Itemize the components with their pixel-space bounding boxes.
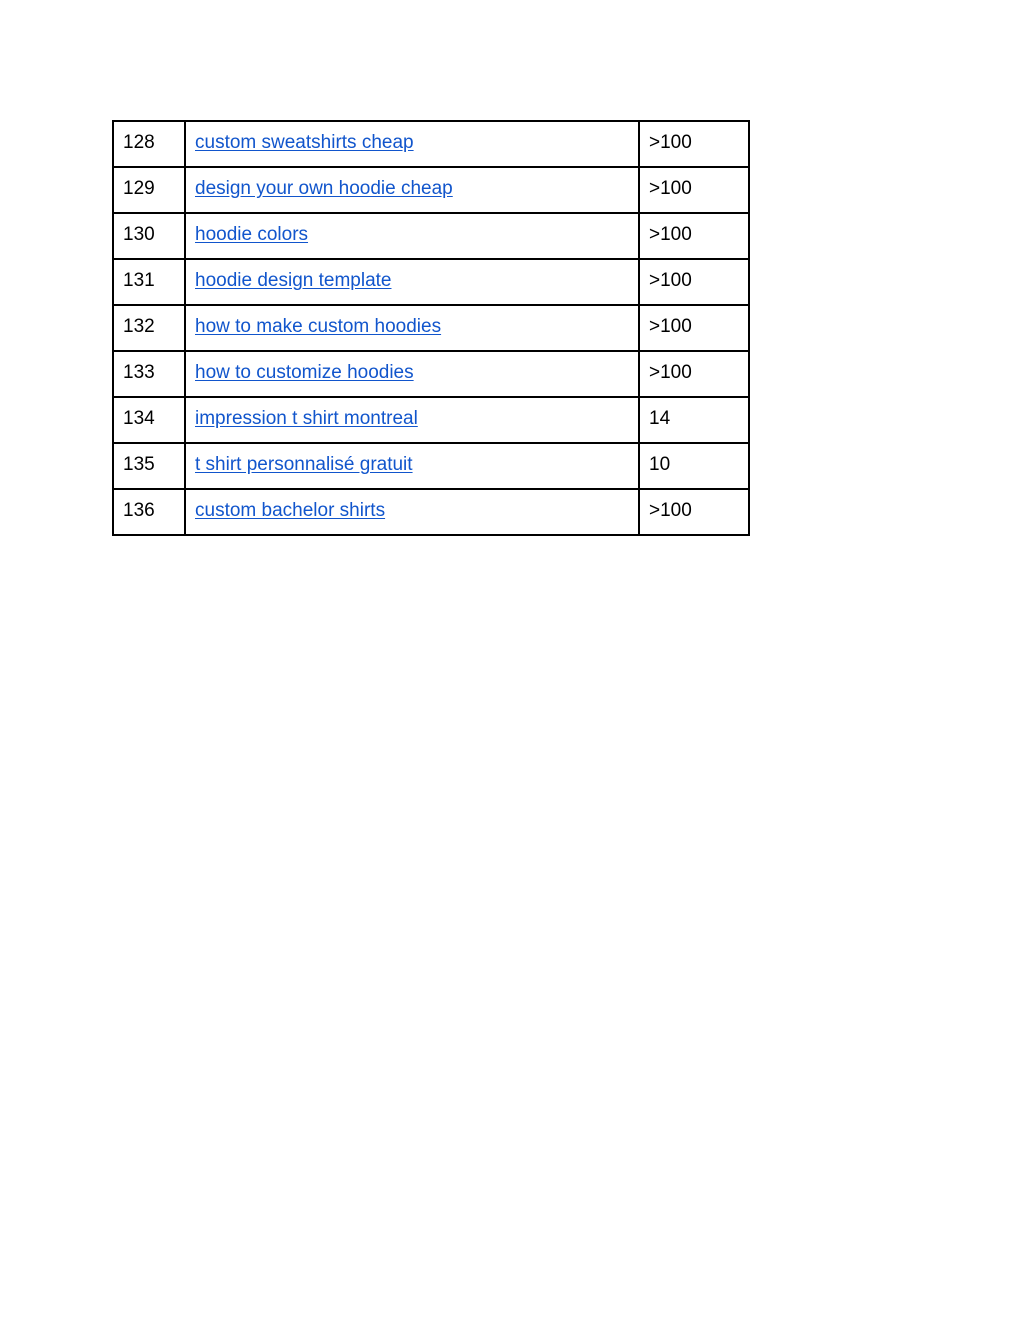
rank-value: >100 bbox=[649, 132, 692, 153]
keyword-cell bbox=[185, 121, 639, 167]
rank-cell bbox=[639, 213, 749, 259]
table-row bbox=[113, 213, 749, 259]
row-number: 129 bbox=[123, 178, 155, 199]
table-row bbox=[113, 489, 749, 535]
rank-value: >100 bbox=[649, 178, 692, 199]
keyword-ranking-table bbox=[112, 120, 750, 536]
rank-value: >100 bbox=[649, 316, 692, 337]
row-number: 132 bbox=[123, 316, 155, 337]
keyword-link[interactable]: how to customize hoodies bbox=[195, 362, 414, 383]
rank-value: 10 bbox=[649, 454, 671, 475]
table-row bbox=[113, 443, 749, 489]
table-row bbox=[113, 351, 749, 397]
rank-cell bbox=[639, 489, 749, 535]
rank-cell bbox=[639, 351, 749, 397]
keyword-cell bbox=[185, 305, 639, 351]
rank-cell bbox=[639, 259, 749, 305]
rank-cell bbox=[639, 167, 749, 213]
table-row bbox=[113, 305, 749, 351]
table-row bbox=[113, 121, 749, 167]
row-number-cell bbox=[113, 167, 185, 213]
keyword-cell bbox=[185, 167, 639, 213]
row-number: 133 bbox=[123, 362, 155, 383]
keyword-link[interactable]: custom bachelor shirts bbox=[195, 500, 386, 521]
row-number-cell bbox=[113, 213, 185, 259]
keyword-link[interactable]: impression t shirt montreal bbox=[195, 408, 418, 429]
rank-value: >100 bbox=[649, 362, 692, 383]
rank-value: >100 bbox=[649, 270, 692, 291]
row-number-cell bbox=[113, 351, 185, 397]
row-number: 135 bbox=[123, 454, 155, 475]
keyword-link[interactable]: design your own hoodie cheap bbox=[195, 178, 453, 199]
keyword-cell bbox=[185, 489, 639, 535]
row-number-cell bbox=[113, 443, 185, 489]
table-row bbox=[113, 259, 749, 305]
rank-value: >100 bbox=[649, 224, 692, 245]
rank-cell bbox=[639, 397, 749, 443]
keyword-link[interactable]: hoodie colors bbox=[195, 224, 309, 245]
rank-cell bbox=[639, 443, 749, 489]
keyword-cell bbox=[185, 351, 639, 397]
row-number: 128 bbox=[123, 132, 155, 153]
row-number: 134 bbox=[123, 408, 155, 429]
table-row bbox=[113, 167, 749, 213]
row-number-cell bbox=[113, 397, 185, 443]
keyword-cell bbox=[185, 443, 639, 489]
rank-value: >100 bbox=[649, 500, 692, 521]
keyword-cell bbox=[185, 259, 639, 305]
row-number-cell bbox=[113, 259, 185, 305]
rank-value: 14 bbox=[649, 408, 671, 429]
row-number-cell bbox=[113, 305, 185, 351]
rank-cell bbox=[639, 121, 749, 167]
row-number-cell bbox=[113, 121, 185, 167]
table-row bbox=[113, 397, 749, 443]
keyword-link[interactable]: custom sweatshirts cheap bbox=[195, 132, 414, 153]
row-number: 131 bbox=[123, 270, 155, 291]
keyword-link[interactable]: t shirt personnalisé gratuit bbox=[195, 454, 413, 475]
rank-cell bbox=[639, 305, 749, 351]
row-number: 136 bbox=[123, 500, 155, 521]
keyword-cell bbox=[185, 213, 639, 259]
keyword-cell bbox=[185, 397, 639, 443]
keyword-link[interactable]: hoodie design template bbox=[195, 270, 392, 291]
row-number: 130 bbox=[123, 224, 155, 245]
keyword-link[interactable]: how to make custom hoodies bbox=[195, 316, 442, 337]
row-number-cell bbox=[113, 489, 185, 535]
